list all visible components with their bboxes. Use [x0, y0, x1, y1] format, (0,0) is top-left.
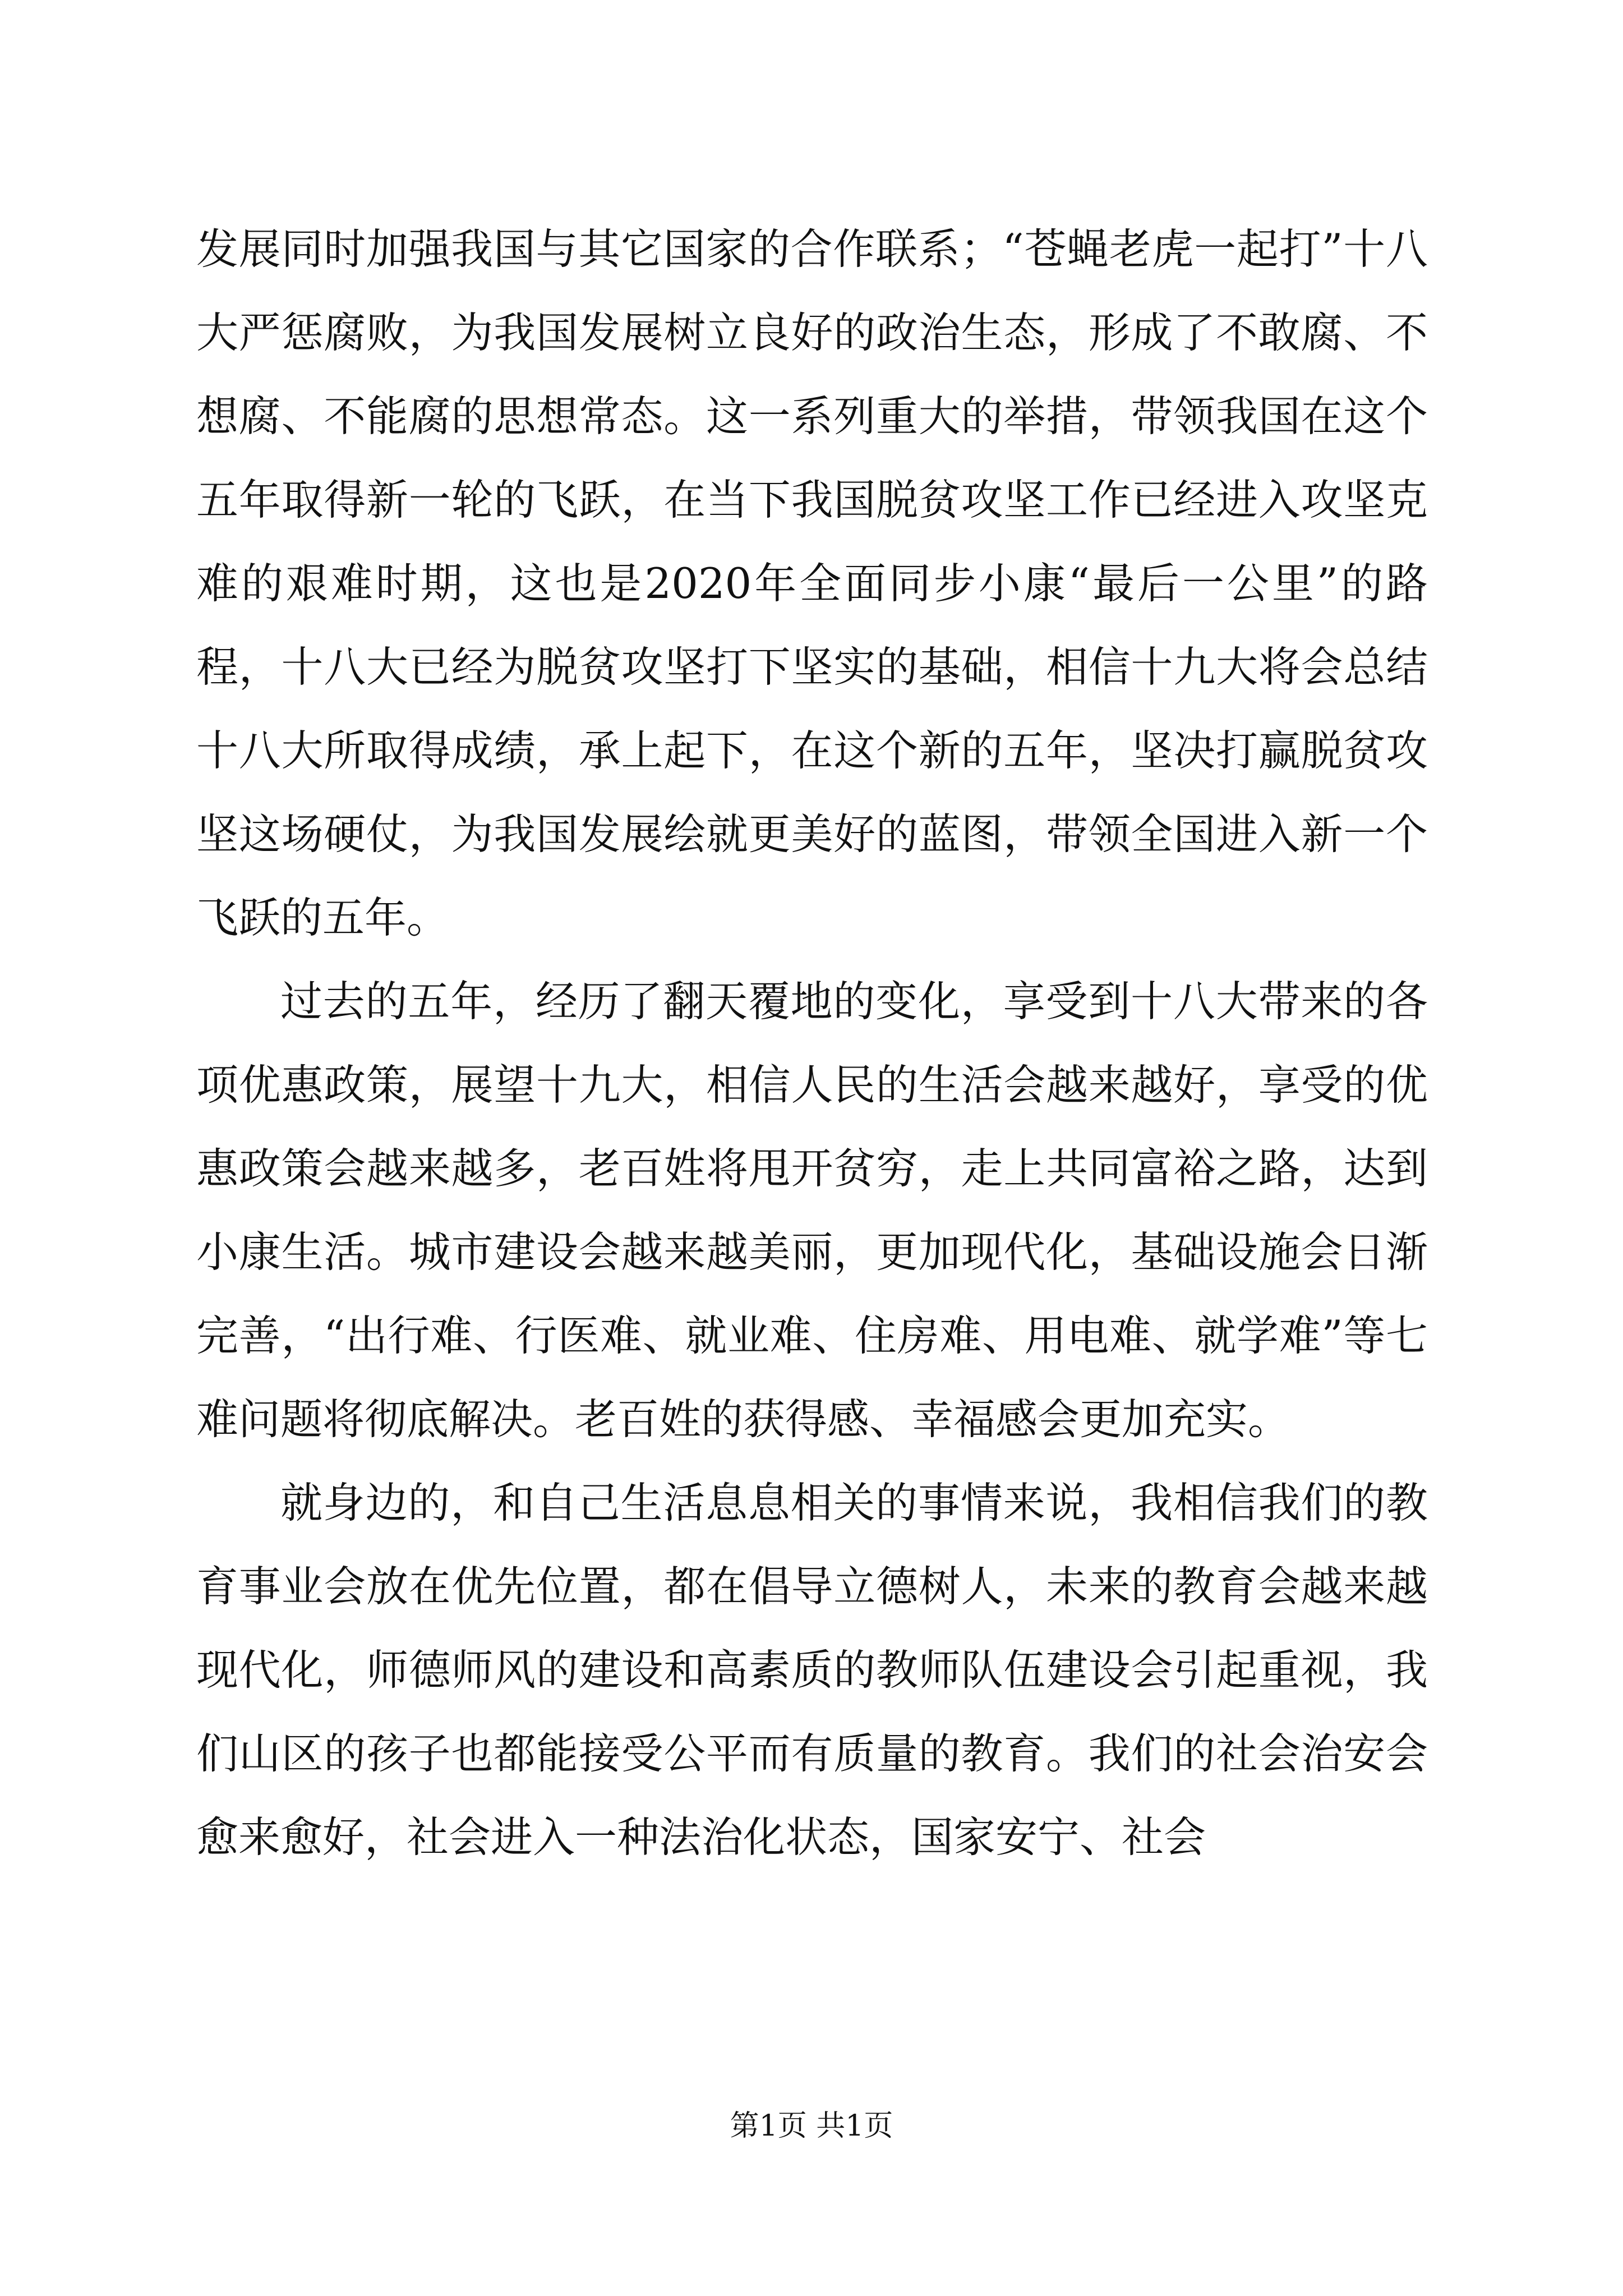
page-footer: 第1页 共1页 — [730, 2109, 893, 2143]
paragraph-3: 就身边的，和自己生活息息相关的事情来说，我相信我们的教育事业会放在优先位置，都在倡导立德树人，未来的教育会越来越现代化，师德师风的建设和高素质的教师队伍建设会引起重视，我们山区的孩子也都能接受公平而有质量的教育。我们的社会治安会愈来愈好，社会进入一种法治化状态，国家安宁、社会 — [196, 1478, 1428, 1862]
document-body — [196, 208, 1428, 1879]
paragraph-2: 过去的五年，经历了翻天覆地的变化，享受到十八大带来的各项优惠政策，展望十九大，相信人民的生活会越来越好，享受的优惠政策会越来越多，老百姓将甩开贫穷，走上共同富裕之路，达到小康生活。城市建设会越来越美丽，更加现代化，基础设施会日渐完善，“出行难、行医难、就业难、住房难、用电难、就学难”等七难问题将彻底解决。老百姓的获得感、幸福感会更加充实。 — [196, 977, 1428, 1444]
paragraph-1: 发展同时加强我国与其它国家的合作联系；“苍蝇老虎一起打”十八大严惩腐败，为我国发展树立良好的政治生态，形成了不敢腐、不想腐、不能腐的思想常态。这一系列重大的举措，带领我国在这个五年取得新一轮的飞跃，在当下我国脱贫攻坚工作已经进入攻坚克难的艰难时期，这也是2020年全面同步小康“最后一公里”的路程，十八大已经为脱贫攻坚打下坚实的基础，相信十九大将会总结十八大所取得成绩，承上起下，在这个新的五年，坚决打赢脱贫攻坚这场硬仗，为我国发展绘就更美好的蓝图，带领全国进入新一个飞跃的五年。 — [196, 224, 1428, 942]
